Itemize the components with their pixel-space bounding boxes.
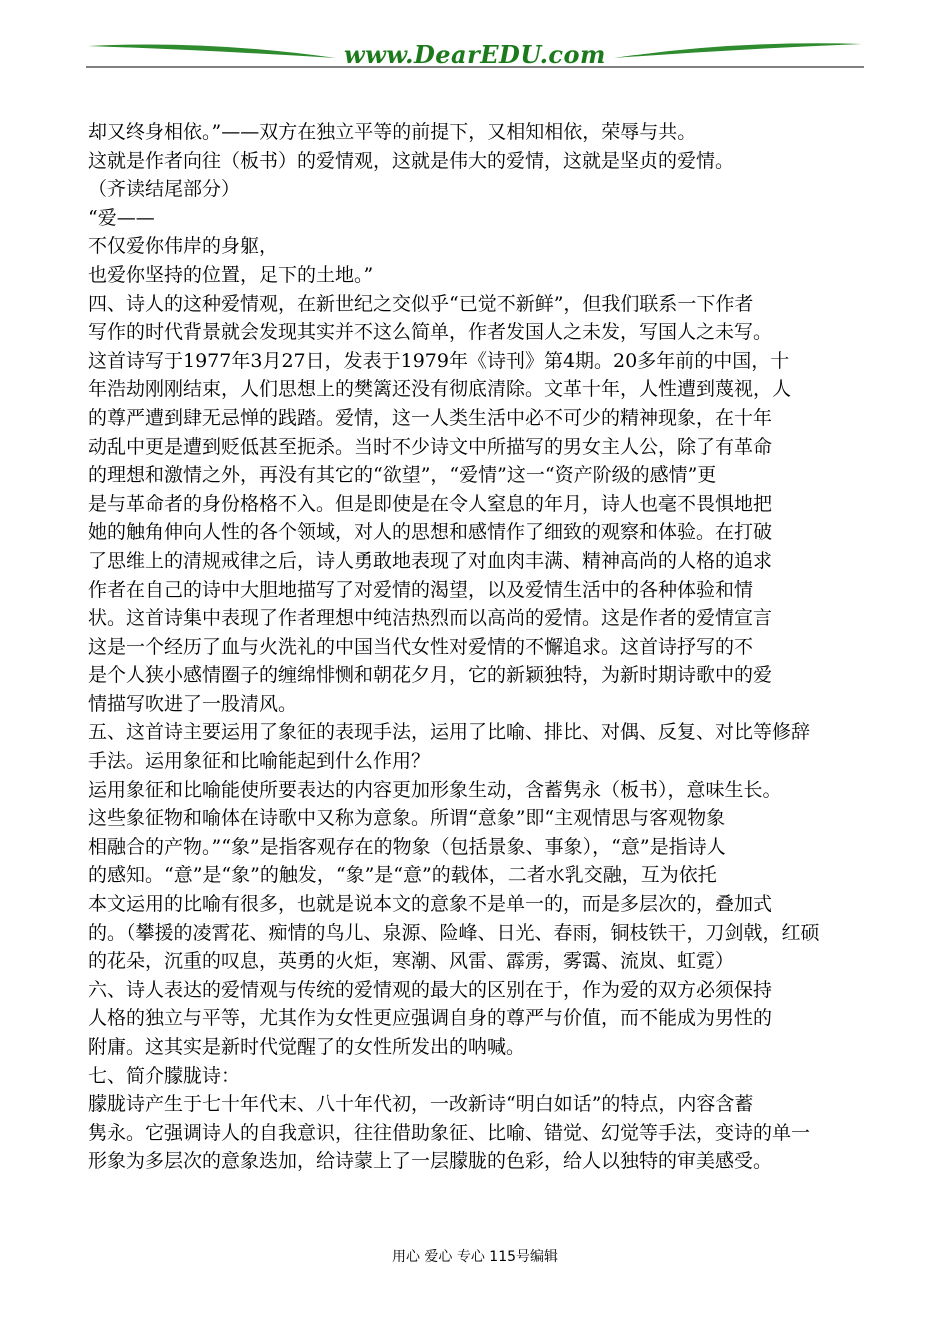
document-body xyxy=(88,118,868,1176)
text-line: 是个人狭小感情圈子的缠绵悱恻和朝花夕月，它的新颖独特，为新时期诗歌中的爱 xyxy=(88,664,773,687)
text-line: 隽永。它强调诗人的自我意识，往往借助象征、比喻、错觉、幻觉等手法，变诗的单一 xyxy=(88,1121,811,1144)
text-line: 本文运用的比喻有很多，也就是说本文的意象不是单一的，而是多层次的，叠加式 xyxy=(88,893,773,916)
text-line: 是与革命者的身份格格不入。但是即使是在令人窒息的年月，诗人也毫不畏惧地把 xyxy=(88,492,773,515)
text-line: 七、简介朦胧诗： xyxy=(88,1064,241,1087)
text-line: 动乱中更是遭到贬低甚至扼杀。当时不少诗文中所描写的男女主人公，除了有革命 xyxy=(88,435,773,458)
text-line: “爱—— xyxy=(88,206,155,229)
site-logo-text: www.DearEDU.com xyxy=(344,40,606,69)
text-line: 的花朵，沉重的叹息，英勇的火炬，寒潮、风雷、霹雳，雾霭、流岚、虹霓） xyxy=(88,950,735,973)
text-line: 这是一个经历了血与火洗礼的中国当代女性对爱情的不懈追求。这首诗抒写的不 xyxy=(88,635,754,658)
text-line: 了思维上的清规戒律之后，诗人勇敢地表现了对血肉丰满、精神高尚的人格的追求 xyxy=(88,549,773,572)
text-line: 也爱你坚持的位置，足下的土地。” xyxy=(88,263,374,286)
text-line: 的尊严遭到肆无忌惮的践踏。爱情，这一人类生活中必不可少的精神现象，在十年 xyxy=(88,406,773,429)
text-line: 四、诗人的这种爱情观，在新世纪之交似乎“已觉不新鲜”，但我们联系一下作者 xyxy=(88,292,754,315)
text-line: 手法。运用象征和比喻能起到什么作用？ xyxy=(88,750,431,773)
page-footer: 用心 爱心 专心 115号编辑 xyxy=(391,1249,559,1265)
text-line: 朦胧诗产生于七十年代末、八十年代初，一改新诗“明白如话”的特点，内容含蓄 xyxy=(88,1093,754,1116)
text-line: 不仅爱你伟岸的身躯， xyxy=(88,235,279,258)
text-line: 人格的独立与平等，尤其作为女性更应强调自身的尊严与价值，而不能成为男性的 xyxy=(88,1007,773,1030)
text-line: 的理想和激情之外，再没有其它的“欲望”，“爱情”这一“资产阶级的感情”更 xyxy=(88,464,717,487)
text-line: 这些象征物和喻体在诗歌中又称为意象。所谓“意象”即“主观情思与客观物象 xyxy=(88,807,726,830)
text-line: 相融合的产物。”“象”是指客观存在的物象（包括景象、事象），“意”是指诗人 xyxy=(88,835,726,858)
text-line: 的感知。“意”是“象”的触发，“象”是“意”的载体，二者水乳交融，互为依托 xyxy=(88,864,717,887)
text-line: 附庸。这其实是新时代觉醒了的女性所发出的呐喊。 xyxy=(88,1036,526,1058)
text-line: 她的触角伸向人性的各个领域，对人的思想和感情作了细致的观察和体验。在打破 xyxy=(88,521,773,544)
text-line: （齐读结尾部分） xyxy=(88,178,241,201)
text-line: 作者在自己的诗中大胆地描写了对爱情的渴望，以及爱情生活中的各种体验和情 xyxy=(88,578,754,601)
page-header xyxy=(86,36,864,72)
text-line: 形象为多层次的意象迭加，给诗蒙上了一层朦胧的色彩，给人以独特的审美感受。 xyxy=(88,1150,773,1173)
text-line: 年浩劫刚刚结束，人们思想上的樊篱还没有彻底清除。文革十年，人性遭到蔑视，人 xyxy=(88,378,792,401)
text-line: 这首诗写于1977年3月27日，发表于1979年《诗刊》第4期。20多年前的中国，十 xyxy=(88,349,790,372)
text-line: 写作的时代背景就会发现其实并不这么简单，作者发国人之未发，写国人之未写。 xyxy=(88,321,773,344)
text-line: 的。（攀援的凌霄花、痴情的鸟儿、泉源、险峰、日光、春雨，铜枝铁干，刀剑戟，红硕 xyxy=(88,921,820,944)
text-line: 状。这首诗集中表现了作者理想中纯洁热烈而以高尚的爱情。这是作者的爱情宣言 xyxy=(88,607,773,630)
text-line: 运用象征和比喻能使所要表达的内容更加形象生动，含蓄隽永（板书），意味生长。 xyxy=(88,778,782,801)
text-line: 六、诗人表达的爱情观与传统的爱情观的最大的区别在于，作为爱的双方必须保持 xyxy=(88,978,773,1001)
text-line: 却又终身相依。”——双方在独立平等的前提下，又相知相依，荣辱与共。 xyxy=(88,121,697,143)
text-line: 五、这首诗主要运用了象征的表现手法，运用了比喻、排比、对偶、反复、对比等修辞 xyxy=(88,721,811,744)
text-line: 这就是作者向往（板书）的爱情观，这就是伟大的爱情，这就是坚贞的爱情。 xyxy=(88,149,735,172)
text-line: 情描写吹进了一股清风。 xyxy=(88,692,298,715)
